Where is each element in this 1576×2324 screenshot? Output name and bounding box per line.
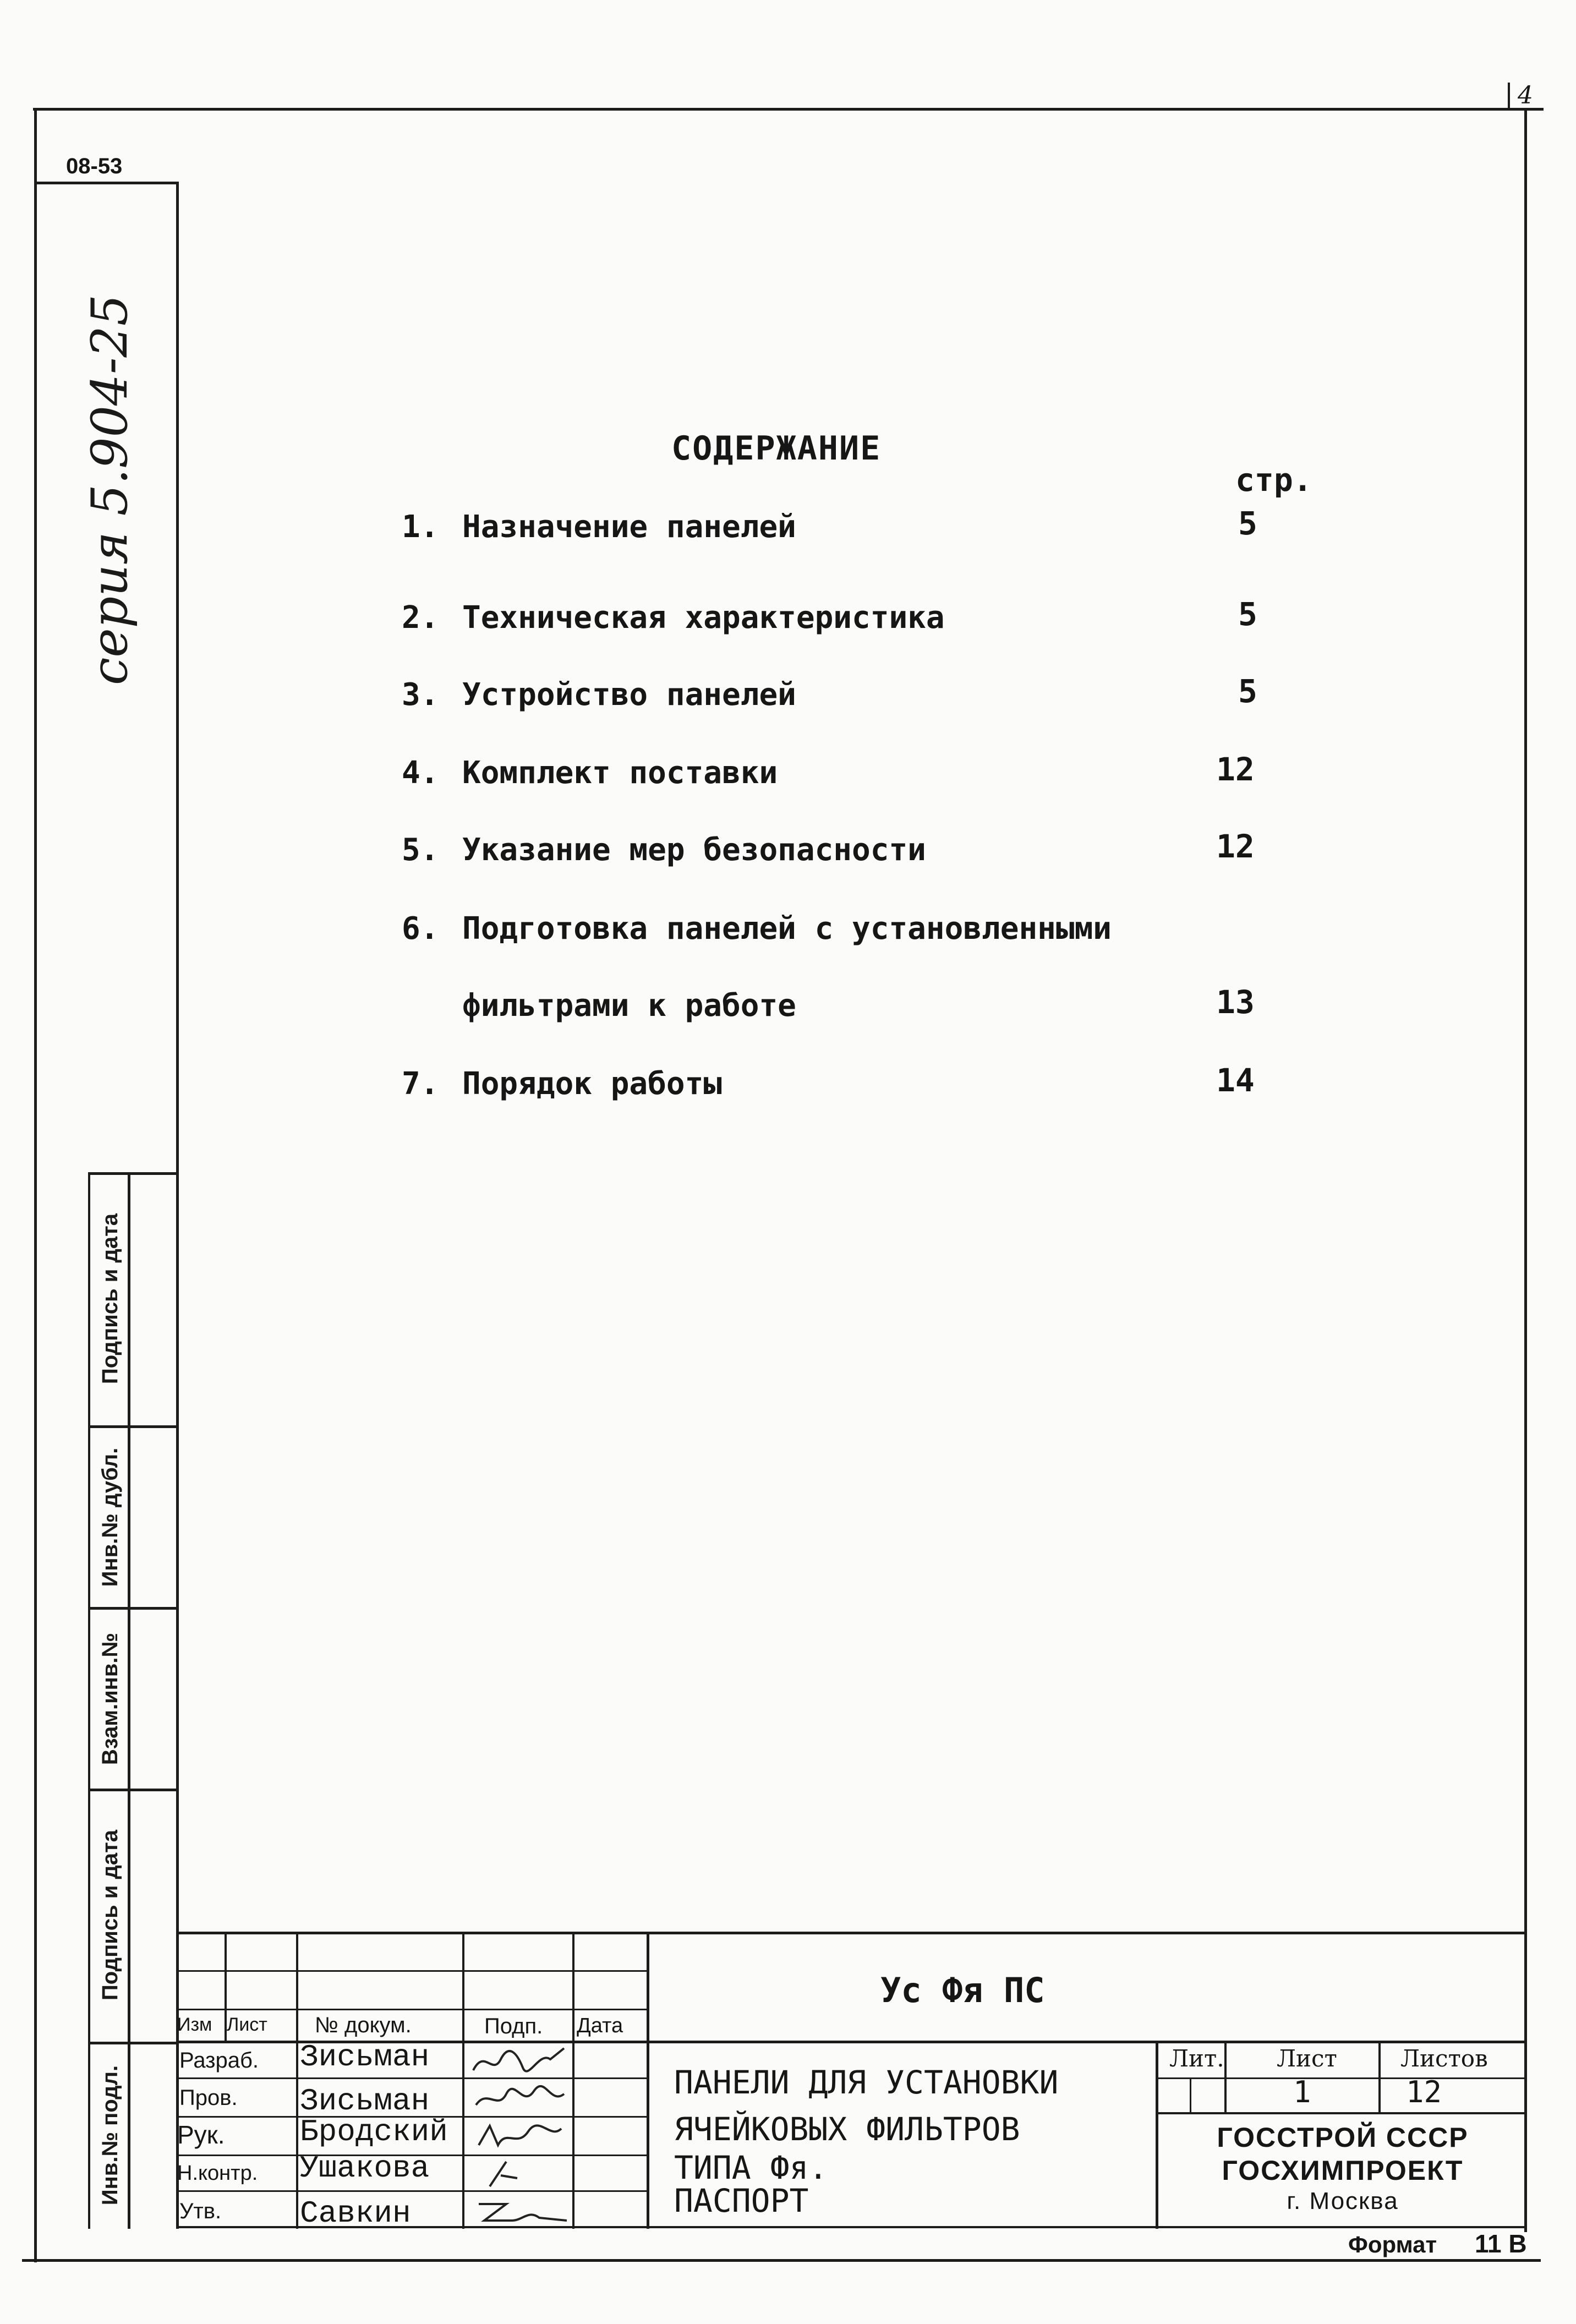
signature-utv <box>468 2193 572 2229</box>
toc-item-text: Указание мер безопасности <box>462 832 926 868</box>
sheets-label: Листов <box>1400 2045 1488 2072</box>
org-line-1: ГОССТРОЙ СССР <box>1217 2122 1469 2153</box>
header-date: Дата <box>577 2014 623 2037</box>
signature-prov <box>468 2080 572 2116</box>
page-number-top: 4 <box>1518 81 1533 110</box>
toc-item-number: 5. <box>402 832 439 868</box>
toc-item-page: 5 <box>1238 672 1257 710</box>
sheet-value: 1 <box>1293 2075 1311 2109</box>
name-nkontr: Ушакова <box>300 2151 430 2186</box>
name-utv: Савкин <box>300 2196 411 2231</box>
side-field-inv-dubl: Инв.№ дубл. <box>98 1447 122 1587</box>
page-box-left <box>1508 83 1510 110</box>
toc-page-header: стр. <box>1235 461 1312 499</box>
toc-item <box>402 1062 1337 1110</box>
toc-item-page: 14 <box>1216 1062 1255 1099</box>
doc-title-line-2: ЯЧЕЙКОВЫХ ФИЛЬТРОВ <box>674 2110 1020 2148</box>
series-handwritten: серия 5.904-25 <box>81 294 139 685</box>
side-field-vzam-inv: Взам.инв.№ <box>98 1632 122 1765</box>
toc-item <box>402 751 1337 799</box>
toc-item-page: 12 <box>1216 751 1255 788</box>
toc-item <box>402 983 1337 1032</box>
toc-item-number: 3. <box>402 677 439 713</box>
side-field-sign-date-bottom: Подпись и дата <box>98 1830 122 2000</box>
toc-item-page: 5 <box>1238 505 1257 542</box>
toc-item <box>402 672 1337 721</box>
toc-item <box>402 911 1337 955</box>
toc-item-text: Комплект поставки <box>462 755 778 791</box>
name-razrab: Зисьман <box>300 2039 430 2075</box>
role-razrab: Разраб. <box>179 2048 259 2073</box>
header-sign: Подп. <box>484 2014 543 2038</box>
toc-item <box>402 505 1337 553</box>
toc-item-page: 12 <box>1216 828 1255 865</box>
lit-label: Лит. <box>1169 2045 1224 2072</box>
doc-title-line-1: ПАНЕЛИ ДЛЯ УСТАНОВКИ <box>674 2064 1059 2101</box>
toc-item-page: 13 <box>1216 983 1255 1021</box>
frame-top-line <box>33 108 1544 111</box>
toc-item-text: Техническая характеристика <box>462 600 945 636</box>
toc-item <box>402 595 1337 644</box>
corner-code: 08-53 <box>66 154 123 178</box>
frame-right-line <box>1524 108 1527 2232</box>
signature-nkontr <box>468 2156 572 2192</box>
header-izm: Изм <box>177 2014 212 2035</box>
name-ruk: Бродский <box>300 2114 448 2150</box>
doc-title-line-3: ТИПА Фя. <box>674 2149 828 2186</box>
org-line-2: ГОСХИМПРОЕКТ <box>1222 2155 1464 2186</box>
corner-box-bottom <box>34 182 178 184</box>
toc-item <box>402 828 1337 876</box>
frame-bottom-line <box>22 2259 1541 2262</box>
toc-item-number: 1. <box>402 509 439 545</box>
doc-title-line-4: ПАСПОРТ <box>674 2182 809 2219</box>
header-doc-no: № докум. <box>315 2013 412 2037</box>
doc-code: Ус Фя ПС <box>880 1970 1045 2010</box>
frame-left-outer-line <box>34 108 37 2262</box>
header-list: Лист <box>227 2014 267 2035</box>
org-line-3: г. Москва <box>1287 2188 1399 2214</box>
role-utv: Утв. <box>179 2199 222 2223</box>
name-prov: Зисьман <box>300 2084 430 2119</box>
toc-item-text: Устройство панелей <box>462 677 796 713</box>
frame-left-inner-line <box>176 182 179 2229</box>
side-field-sign-date-top: Подпись и дата <box>98 1213 122 1384</box>
toc-item-number: 2. <box>402 600 439 636</box>
role-prov: Пров. <box>179 2086 238 2110</box>
sheets-value: 12 <box>1406 2075 1442 2109</box>
toc-item-number: 6. <box>402 911 439 947</box>
role-nkontr: Н.контр. <box>177 2162 258 2185</box>
role-ruk: Рук. <box>177 2120 225 2149</box>
side-field-inv-podl: Инв.№ подл. <box>98 2065 122 2206</box>
toc-item-number: 7. <box>402 1066 439 1102</box>
toc-item-page: 5 <box>1238 595 1257 633</box>
side-stamp-left <box>88 1172 90 2229</box>
signature-razrab <box>468 2043 572 2079</box>
toc-item-text: Подготовка панелей с установленными <box>462 911 1112 947</box>
toc-title: СОДЕРЖАНИЕ <box>671 429 882 468</box>
toc-item-text: Назначение панелей <box>462 509 796 545</box>
toc-item-text: фильтрами к работе <box>462 988 796 1024</box>
format-label: Формат <box>1348 2232 1437 2257</box>
toc-item-number: 4. <box>402 755 439 791</box>
signature-ruk <box>468 2118 572 2153</box>
side-stamp-right <box>128 1172 130 2229</box>
sheet-label: Лист <box>1277 2045 1337 2072</box>
format-value: 11 В <box>1475 2229 1527 2258</box>
toc-item-text: Порядок работы <box>462 1066 723 1102</box>
